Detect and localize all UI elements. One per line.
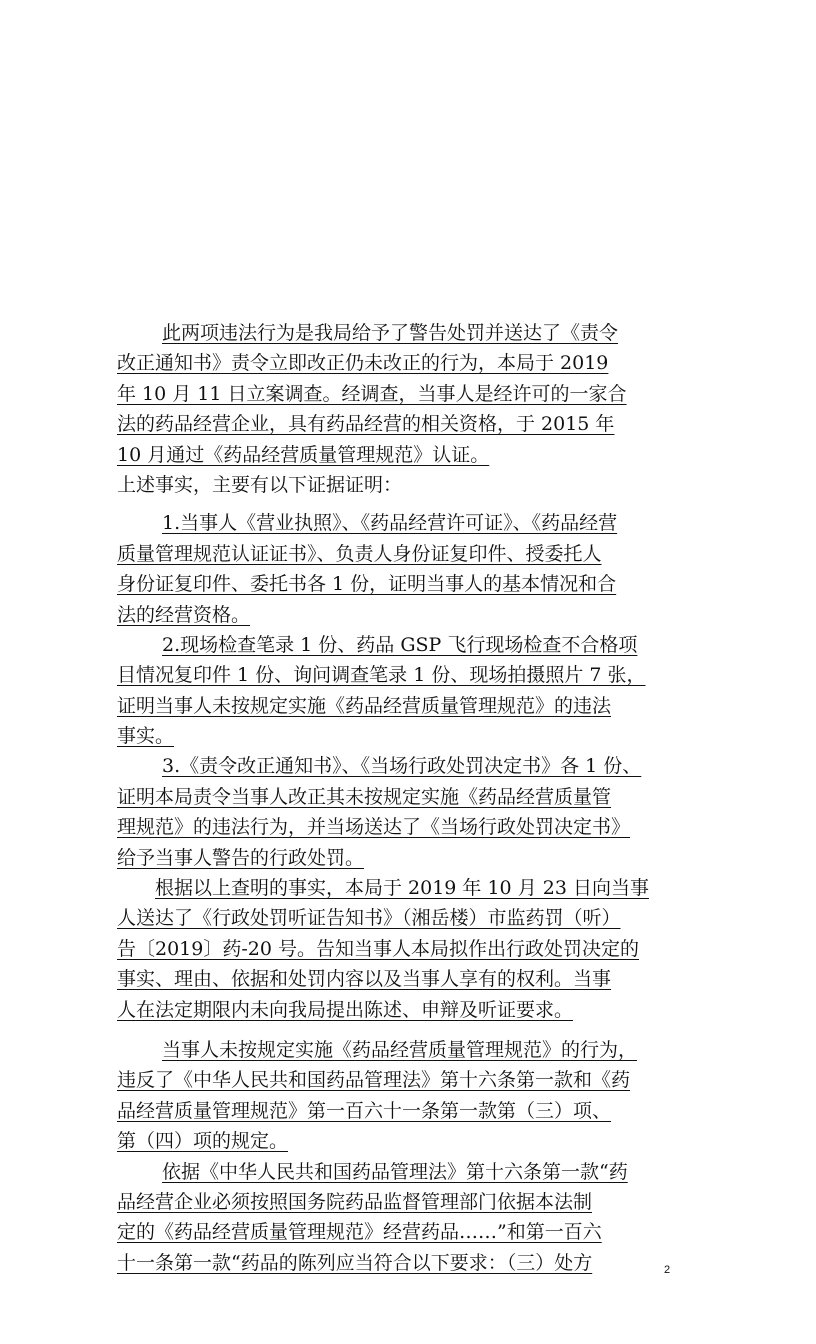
paragraph-line — [117, 1126, 677, 1156]
line-text: 理规范》的违法行为，并当场送达了《当场行政处罚决定书》 — [117, 816, 631, 839]
paragraph-line — [117, 1157, 677, 1187]
paragraph-line — [117, 843, 677, 873]
evidence-item-1-line — [117, 508, 677, 538]
line-text: 第（四）项的规定。 — [117, 1130, 289, 1153]
paragraph-line — [117, 1248, 677, 1278]
line-text: 年 10 月 11 日立案调查。经调查，当事人是经许可的一家合 — [117, 382, 627, 405]
paragraph-line — [117, 964, 677, 994]
line-text: 身份证复印件、委托书各 1 份，证明当事人的基本情况和合 — [117, 573, 617, 596]
line-text: 质量管理规范认证证书》、负责人身份证复印件、授委托人 — [117, 542, 602, 565]
paragraph-line — [117, 721, 677, 751]
line-text: 给予当事人警告的行政处罚。 — [117, 846, 365, 869]
line-text: 事实。 — [117, 725, 175, 748]
paragraph-line — [117, 873, 677, 903]
line-text: 上述事实，主要有以下证据证明： — [117, 473, 403, 496]
line-text: 人送达了《行政处罚听证告知书》（湘岳楼）市监药罚（听） — [117, 907, 621, 930]
paragraph-line — [117, 812, 677, 842]
paragraph-line — [117, 348, 677, 378]
line-text: 2.现场检查笔录 1 份、药品 GSP 飞行现场检查不合格项 — [162, 633, 638, 656]
line-text: 此两项违法行为是我局给予了警告处罚并送达了《责令 — [162, 322, 619, 344]
evidence-item-2-line — [117, 630, 677, 660]
paragraph-line — [117, 1217, 677, 1247]
line-text: 目情况复印件 1 份、询问调查笔录 1 份、现场拍摄照片 7 张， — [117, 664, 646, 687]
line-text: 品经营质量管理规范》第一百六十一条第一款第（三）项、 — [117, 1099, 612, 1122]
paragraph-line — [117, 539, 677, 569]
paragraph-line — [117, 1065, 677, 1095]
line-text: 法的经营资格。 — [117, 603, 251, 626]
paragraph-line — [117, 569, 677, 599]
paragraph-line — [117, 440, 677, 470]
evidence-intro-line — [117, 470, 677, 500]
line-text: 1.当事人《营业执照》、《药品经营许可证》、《药品经营 — [162, 512, 618, 535]
line-text: 品经营企业必须按照国务院药品监督管理部门依据本法制 — [117, 1190, 593, 1213]
paragraph-line — [117, 318, 677, 348]
paragraph-line — [117, 1187, 677, 1217]
line-text: 10 月通过《药品经营质量管理规范》认证。 — [117, 443, 490, 466]
paragraph-line — [117, 691, 677, 721]
paragraph-line — [117, 782, 677, 812]
paragraph-line — [117, 1035, 677, 1065]
line-text: 法的药品经营企业，具有药品经营的相关资格，于 2015 年 — [117, 413, 615, 436]
line-text: 根据以上查明的事实，本局于 2019 年 10 月 23 日向当事 — [155, 877, 649, 900]
line-text: 人在法定期限内未向我局提出陈述、申辩及听证要求。 — [117, 998, 574, 1021]
paragraph-line — [117, 995, 677, 1025]
document-body — [117, 318, 677, 1278]
paragraph-line — [117, 379, 677, 409]
line-text: 违反了《中华人民共和国药品管理法》第十六条第一款和《药 — [117, 1069, 631, 1092]
evidence-item-3-line — [117, 751, 677, 781]
paragraph-line — [117, 1096, 677, 1126]
line-text: 改正通知书》责令立即改正仍未改正的行为，本局于 2019 — [117, 352, 609, 375]
line-text: 告〔2019〕药-20 号。告知当事人本局拟作出行政处罚决定的 — [117, 937, 639, 960]
line-text: 证明本局责令当事人改正其未按规定实施《药品经营质量管 — [117, 785, 612, 808]
line-text: 证明当事人未按规定实施《药品经营质量管理规范》的违法 — [117, 694, 612, 717]
paragraph-line — [117, 934, 677, 964]
line-text: 十一条第一款“药品的陈列应当符合以下要求：（三）处方 — [117, 1251, 593, 1274]
line-text: 定的《药品经营质量管理规范》经营药品……”和第一百六 — [117, 1221, 602, 1244]
paragraph-line — [117, 409, 677, 439]
paragraph-line — [117, 600, 677, 630]
line-text: 依据《中华人民共和国药品管理法》第十六条第一款“药 — [162, 1160, 628, 1183]
line-text: 当事人未按规定实施《药品经营质量管理规范》的行为， — [162, 1038, 638, 1061]
paragraph-line — [117, 660, 677, 690]
line-text: 3.《责令改正通知书》、《当场行政处罚决定书》各 1 份、 — [162, 755, 642, 778]
line-text: 事实、理由、依据和处罚内容以及当事人享有的权利。当事 — [117, 968, 612, 991]
paragraph-line — [117, 903, 677, 933]
page-number: 2 — [664, 1264, 671, 1276]
